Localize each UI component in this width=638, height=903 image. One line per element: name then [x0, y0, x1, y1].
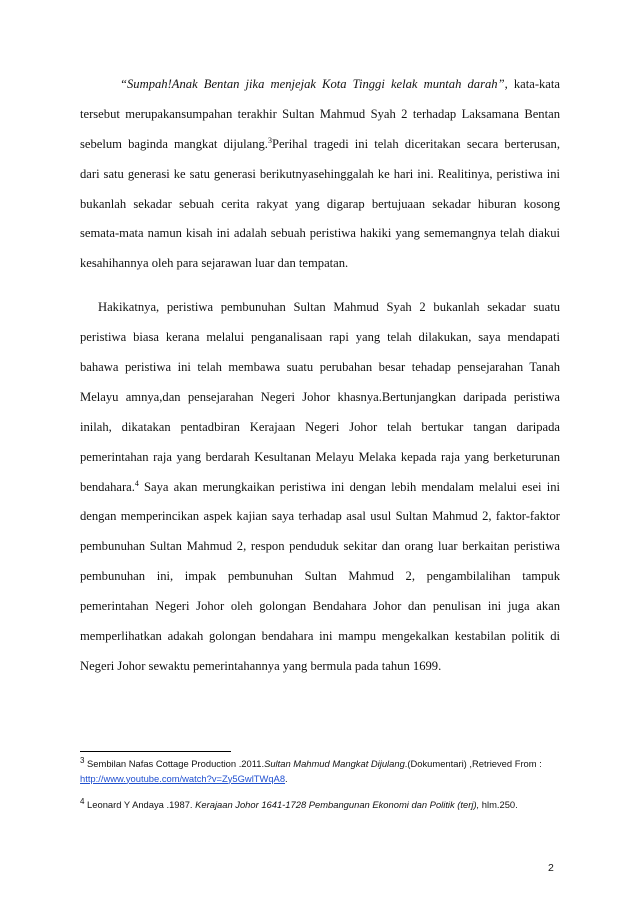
paragraph2-line3: bahawa peristiwa ini telah membawa suatu perubahan besar tehadap pensejarahan Tanah — [80, 360, 560, 375]
paragraph2-line4: Melayu amnya,dan pensejarahan Negeri Johor khasnya.Bertunjangkan daripada peristiwa — [80, 389, 560, 404]
quote-text: “Sumpah!Anak Bentan jika menjejak Kota Tinggi kelak muntah darah”, — [120, 77, 508, 91]
paragraph1-line7: kesahihannya oleh para sejarawan luar dan tempatan. — [80, 256, 349, 271]
paragraph2-line7: bendahara.$^4$ Saya akan merungkaikan peristiwa ini dengan lebih mendalam melalui esei ini — [80, 478, 560, 494]
paragraph2-line10: pembunuhan ini, impak pembunuhan Sultan Mahmud 2, pengambilalihan tampuk — [80, 569, 560, 584]
paragraph1-line5: bukanlah sekadar sebuah cerita rakyat yang digarap bertujuaan sekadar hiburan kosong — [80, 196, 560, 211]
paragraph2-line9: pembunuhan Sultan Mahmud 2, respon penduduk sekitar dan orang luar berkaitan peristiwa — [80, 539, 560, 554]
footnote-title: Sultan Mahmud Mangkat Dijulang — [264, 758, 405, 769]
youtube-link[interactable]: http://www.youtube.com/watch?v=Zy5GwlTWqA8 — [80, 772, 286, 784]
paragraph1-line2: tersebut merupakansumpahan terakhir Sultan Mahmud Syah 2 terhadap Laksamana Bentan — [80, 106, 560, 121]
footnote-separator — [80, 751, 231, 752]
footnote-title: Kerajaan Johor 1641-1728 Pembangunan Ekonomi dan Politik (terj), — [195, 799, 480, 810]
paragraph2-line8: dengan memperincikan aspek kajian saya terhadap asal usul Sultan Mahmud 2, faktor-faktor — [80, 509, 560, 524]
paragraph2-line11: pemerintahan Negeri Johor oleh golongan Bendahara Johor dan penulisan ini juga akan — [80, 599, 560, 614]
paragraph1-line6: semata-mata namun kisah ini adalah sebuah peristiwa hakiki yang sememangnya telah diakui — [80, 226, 560, 241]
paragraph2-line2: peristiwa biasa kerana melalui penganalisaan rapi yang telah dilakukan, saya mendapati — [80, 330, 560, 345]
paragraph1-line3: sebelum baginda mangkat dijulang.$^3$Perihal tragedi ini telah diceritakan secara berterusan, — [80, 135, 560, 151]
paragraph1-line1: “Sumpah!Anak Bentan jika menjejak Kota Tinggi kelak muntah darah”, kata-kata — [120, 77, 560, 91]
footnote-ref-3[interactable]: 3 — [267, 135, 272, 145]
footnote-number: 4 — [80, 796, 85, 806]
body-text — [80, 70, 560, 682]
footnote-number: 3 — [80, 755, 85, 765]
paragraph2-line6: pemerintahan raja yang berdarah Kesultanan Melayu Melaka kepada raja yang berketurunan — [80, 449, 560, 464]
paragraph1-line4: dari satu generasi ke satu generasi berikutnyasehinggalah ke hari ini. Realitinya, peristiwa ini — [80, 166, 560, 181]
footnote-4: $^4$ Leonard Y Andaya .1987. Kerajaan Johor 1641-1728 Pembangunan Ekonomi dan Politik (terj), hlm.250. — [80, 796, 518, 810]
footnotes — [80, 757, 562, 825]
paragraph-gap — [80, 279, 560, 293]
paragraph2-line12: memperlihatkan adakah golongan bendahara ini mampu mengekalkan kestabilan politik di — [80, 629, 560, 644]
footnote-ref-4[interactable]: 4 — [134, 478, 139, 488]
paragraph2-line1: Hakikatnya, peristiwa pembunuhan Sultan Mahmud Syah 2 bukanlah sekadar suatu — [98, 300, 560, 315]
paragraph2-line5: inilah, dikatakan pentadbiran Kerajaan Negeri Johor telah bertukar tangan daripada — [80, 419, 560, 434]
paragraph2-line13: Negeri Johor sewaktu pemerintahannya yang bermula pada tahun 1699. — [80, 658, 442, 673]
page-number: 2 — [548, 862, 554, 874]
footnote-3: $^3$ Sembilan Nafas Cottage Production .2011.Sultan Mahmud Mangkat Dijulang.(Dokumentari) ,Retrieved From : http://www.youtube.com/watch?v=Zy5GwlTWqA8. — [80, 755, 542, 784]
